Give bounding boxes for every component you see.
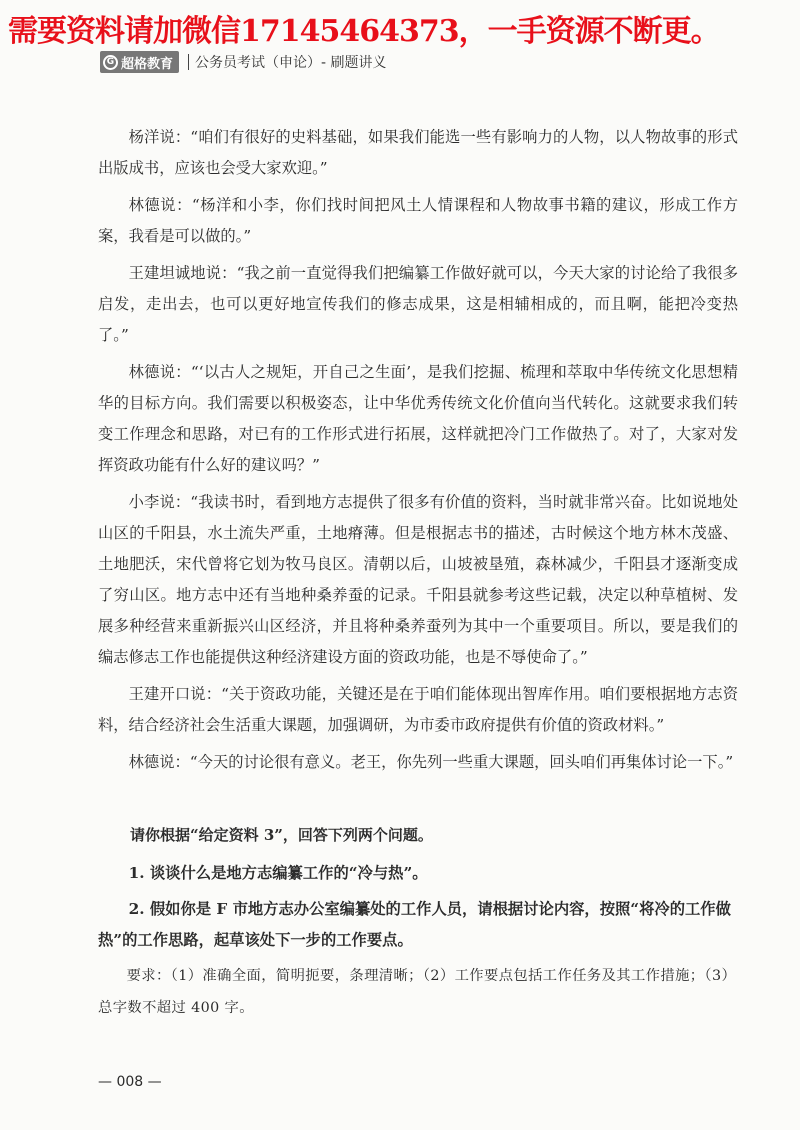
paragraph: 林德说：“杨洋和小李，你们找时间把风土人情课程和人物故事书籍的建议，形成工作方案，我看是可以做的。” <box>98 196 738 245</box>
question-intro: 请你根据“给定资料 3”，回答下列两个问题。 <box>130 826 433 844</box>
paragraph: 林德说：“‘以古人之规矩，开自己之生面’，是我们挖掘、梳理和萃取中华传统文化思想精华的目标方向。我们需要以积极姿态，让中华优秀传统文化价值向当代转化。这就要求我们转变工作理念和思路，对已有的工作形式进行拓展，这样就把冷门工作做热了。对了，大家对发挥资政功能有什么好的建议吗？” <box>98 363 738 474</box>
question-2: 2. 假如你是 F 市地方志办公室编纂处的工作人员，请根据讨论内容，按照“将冷的工作做热”的工作思路，起草该处下一步的工作要点。 <box>98 900 731 949</box>
paragraph: 杨洋说：“咱们有很好的史料基础，如果我们能选一些有影响力的人物，以人物故事的形式出版成书，应该也会受大家欢迎。” <box>98 128 738 177</box>
page-header <box>100 50 387 74</box>
paragraph: 小李说：“我读书时，看到地方志提供了很多有价值的资料，当时就非常兴奋。比如说地处山区的千阳县，水土流失严重，土地瘠薄。但是根据志书的描述，古时候这个地方林木茂盛、土地肥沃，宋代曾将它划为牧马良区。清朝以后，山坡被垦殖，森林减少，千阳县才逐渐变成了穷山区。地方志中还有当地种桑养蚕的记录。千阳县就参考这些记载，决定以种草植树、发展多种经营来重新振兴山区经济，并且将种桑养蚕列为其中一个重要项目。所以，要是我们的编志修志工作也能提供这种经济建设方面的资政功能，也是不辱使命了。” <box>98 493 738 666</box>
paragraph: 林德说：“今天的讨论很有意义。老王，你先列一些重大课题，回头咱们再集体讨论一下。” <box>128 753 734 771</box>
logo-g-icon: G <box>103 55 118 70</box>
paragraph: 王建开口说：“关于资政功能，关键还是在于咱们能体现出智库作用。咱们要根据地方志资料，结合经济社会生活重大课题，加强调研，为市委市政府提供有价值的资政材料。” <box>98 685 738 734</box>
header-title: 公务员考试（申论）- 刷题讲义 <box>195 55 387 71</box>
page-number: — 008 — <box>98 1074 162 1090</box>
material-body <box>98 122 738 784</box>
watermark-banner: 需要资料请加微信17145464373，一手资源不断更。 <box>8 14 720 49</box>
header-divider <box>188 54 189 70</box>
logo-text: 超格教育 <box>121 56 174 72</box>
question-1: 1. 谈谈什么是地方志编纂工作的“冷与热”。 <box>128 864 428 882</box>
paragraph: 王建坦诚地说：“我之前一直觉得我们把编纂工作做好就可以，今天大家的讨论给了我很多启发，走出去，也可以更好地宣传我们的修志成果，这是相辅相成的，而且啊，能把冷变热了。” <box>98 264 738 344</box>
answer-requirements: 要求：（1）准确全面，简明扼要，条理清晰；（2）工作要点包括工作任务及其工作措施；（3）总字数不超过 400 字。 <box>98 968 737 1016</box>
publisher-logo <box>100 51 179 73</box>
